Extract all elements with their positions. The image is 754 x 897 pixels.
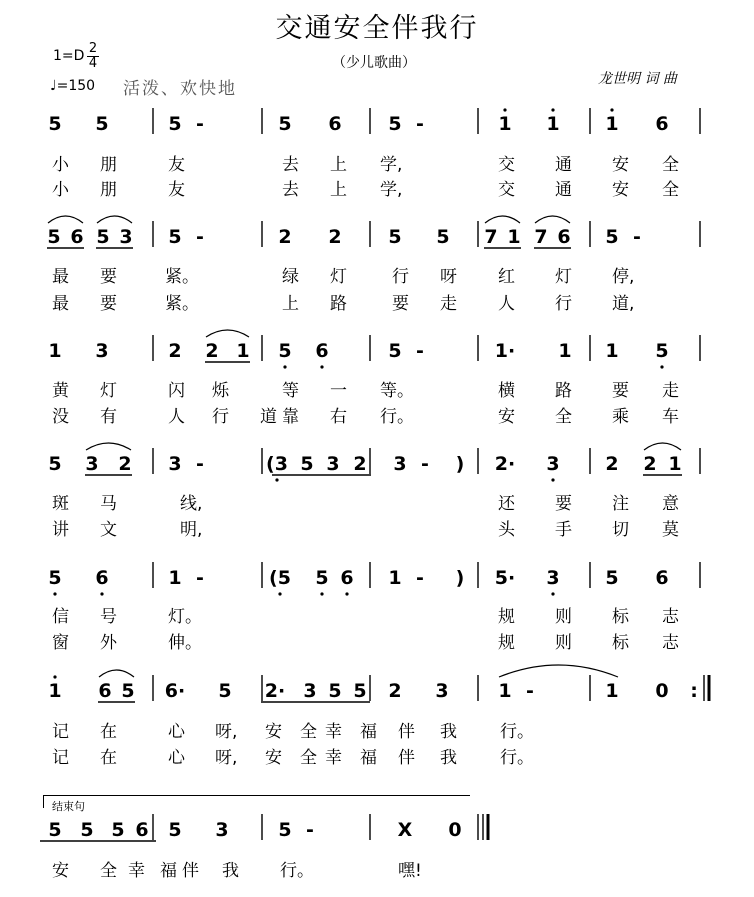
high-dot <box>610 108 613 111</box>
lyric-word: 斑 <box>52 494 69 514</box>
song-subtitle: （少儿歌曲） <box>332 55 416 71</box>
lyric-line <box>0 489 754 514</box>
note: 3 <box>119 226 133 248</box>
note: X <box>397 819 413 841</box>
note: 5 <box>95 113 109 135</box>
note: 1 <box>558 340 572 362</box>
lyric-line <box>0 402 754 427</box>
lyric-word: 我 <box>440 722 457 742</box>
lyric-word: 靠 <box>282 407 299 427</box>
note: 6 <box>70 226 84 248</box>
low-dot <box>345 592 348 595</box>
note: 5 <box>278 819 292 841</box>
note: - <box>196 113 204 135</box>
note: 3 <box>393 453 407 475</box>
note: 2 <box>205 340 219 362</box>
lyric-word: 心 <box>168 748 185 768</box>
score-row <box>47 216 700 248</box>
lyric-word: 头 <box>498 520 515 540</box>
note: 5 <box>168 819 182 841</box>
lyric-word: 乘 <box>612 407 629 427</box>
lyric-word: 车 <box>662 407 679 427</box>
note: 5 <box>278 113 292 135</box>
note: 2 <box>168 340 182 362</box>
lyric-word: 外 <box>100 633 117 653</box>
ending-label: 结束句 <box>52 800 85 813</box>
lyric-word: 注 <box>612 494 629 514</box>
lyric-line <box>0 289 754 314</box>
lyric-word: 行。 <box>500 722 534 742</box>
lyric-word: 规 <box>498 607 515 627</box>
note: - <box>306 819 314 841</box>
note: 6 <box>655 567 669 589</box>
note: 5 <box>48 113 62 135</box>
note: 1 <box>48 680 62 702</box>
note: (5 <box>269 567 291 589</box>
note: 5 <box>278 340 292 362</box>
lyric-word: 幸 <box>128 861 145 881</box>
note: 6 <box>557 226 571 248</box>
lyric-word: 安 <box>52 861 69 881</box>
lyric-word: 幸 <box>325 748 342 768</box>
lyric-word: 全 <box>555 407 572 427</box>
lyric-word: 莫 <box>662 520 679 540</box>
lyric-line <box>0 743 754 768</box>
lyric-word: 则 <box>555 633 572 653</box>
lyric-line <box>0 150 754 175</box>
lyric-word: 标 <box>612 607 629 627</box>
note: 1 <box>236 340 250 362</box>
lyric-word: 福 <box>160 861 177 881</box>
note: 3 <box>95 340 109 362</box>
lyric-word: 有 <box>100 407 117 427</box>
lyric-word: 行。 <box>500 748 534 768</box>
note: 1 <box>388 567 402 589</box>
slur <box>206 330 249 337</box>
low-dot <box>278 592 281 595</box>
tempo-marking: ♩=150 <box>50 78 96 94</box>
note: 1· <box>494 340 516 362</box>
note: 7 <box>484 226 498 248</box>
note: 2 <box>605 453 619 475</box>
lyric-word: 通 <box>555 155 572 175</box>
lyric-word: 则 <box>555 607 572 627</box>
low-dot <box>275 478 278 481</box>
note: 6 <box>98 680 112 702</box>
lyric-word: 小 <box>52 180 69 200</box>
lyric-word: 紧。 <box>165 267 199 287</box>
lyric-word: 信 <box>52 607 69 627</box>
lyric-word: 绿 <box>282 267 299 287</box>
lyric-word: 最 <box>52 294 69 314</box>
note: 5 <box>80 819 94 841</box>
lyric-word: 行 <box>212 407 229 427</box>
note: 5 <box>605 567 619 589</box>
note: 1 <box>605 113 619 135</box>
note: 2· <box>264 680 286 702</box>
lyric-word: 上 <box>330 180 347 200</box>
slur <box>499 665 618 677</box>
lyric-word: 全 <box>100 861 117 881</box>
note: - <box>196 567 204 589</box>
score-row <box>48 108 700 135</box>
lyric-line <box>0 515 754 540</box>
lyric-line <box>0 856 754 881</box>
lyric-line <box>0 175 754 200</box>
lyric-word: 明, <box>180 520 203 540</box>
lyric-word: 最 <box>52 267 69 287</box>
slur <box>644 443 681 450</box>
lyric-word: 交 <box>498 155 515 175</box>
score-row <box>48 330 700 369</box>
note: 6· <box>164 680 186 702</box>
note: 5 <box>111 819 125 841</box>
lyric-word: 灯 <box>555 267 572 287</box>
low-dot <box>660 365 663 368</box>
lyric-word: 路 <box>330 294 347 314</box>
note: 5 <box>655 340 669 362</box>
note: (3 <box>266 453 288 475</box>
note: 3 <box>85 453 99 475</box>
note: 6 <box>328 113 342 135</box>
lyric-word: 灯。 <box>168 607 202 627</box>
lyric-word: 福 <box>360 722 377 742</box>
lyric-word: 停, <box>612 267 635 287</box>
low-dot <box>53 592 56 595</box>
lyric-word: 行 <box>392 267 409 287</box>
note: 5 <box>328 680 342 702</box>
lyric-word: 安 <box>612 180 629 200</box>
lyric-word: 去 <box>282 155 299 175</box>
note: - <box>633 226 641 248</box>
note: 1 <box>668 453 682 475</box>
lyric-word: 行。 <box>380 407 414 427</box>
lyric-word: 伴 <box>398 722 415 742</box>
lyric-word: 走 <box>440 294 457 314</box>
note: 5 <box>353 680 367 702</box>
lyric-word: 走 <box>662 381 679 401</box>
note: 6 <box>315 340 329 362</box>
note: 5 <box>315 567 329 589</box>
note: 2 <box>278 226 292 248</box>
high-dot <box>503 108 506 111</box>
lyric-word: 烁 <box>212 381 229 401</box>
lyric-word: 人 <box>168 407 185 427</box>
note: - <box>421 453 429 475</box>
lyric-word: 上 <box>330 155 347 175</box>
note: 1 <box>546 113 560 135</box>
key-signature: 1=D <box>53 48 85 64</box>
lyric-word: 要 <box>555 494 572 514</box>
lyric-word: 号 <box>100 607 117 627</box>
note: 5 <box>388 226 402 248</box>
lyric-word: 行。 <box>280 861 314 881</box>
time-bottom: 4 <box>88 56 98 71</box>
lyric-word: 要 <box>100 267 117 287</box>
lyric-word: 朋 <box>100 155 117 175</box>
lyric-word: 全 <box>662 180 679 200</box>
lyric-word: 意 <box>662 494 679 514</box>
note: 3 <box>546 567 560 589</box>
slur <box>99 670 134 677</box>
lyric-word: 全 <box>662 155 679 175</box>
note: 6 <box>340 567 354 589</box>
slur <box>535 216 570 223</box>
low-dot <box>283 365 286 368</box>
lyric-word: 友 <box>168 180 185 200</box>
lyric-word: 安 <box>265 722 282 742</box>
note: 5 <box>388 340 402 362</box>
lyric-line <box>0 628 754 653</box>
note: 6 <box>95 567 109 589</box>
lyric-word: 横 <box>498 381 515 401</box>
note: 1 <box>498 680 512 702</box>
lyric-word: 学, <box>380 155 403 175</box>
low-dot <box>320 365 323 368</box>
lyric-word: 线, <box>180 494 203 514</box>
note: 2 <box>353 453 367 475</box>
lyric-word: 等。 <box>380 381 414 401</box>
note: 5 <box>168 226 182 248</box>
lyric-line <box>0 602 754 627</box>
score-row <box>48 562 700 596</box>
note: 6 <box>655 113 669 135</box>
note: 5 <box>48 453 62 475</box>
note: 5 <box>605 226 619 248</box>
lyric-word: 安 <box>265 748 282 768</box>
lyric-word: 友 <box>168 155 185 175</box>
lyric-word: 在 <box>100 722 117 742</box>
note: 7 <box>534 226 548 248</box>
lyric-word: 安 <box>612 155 629 175</box>
lyric-line <box>0 376 754 401</box>
lyric-word: 嘿! <box>398 861 422 881</box>
lyric-line <box>0 262 754 287</box>
lyric-word: 马 <box>100 494 117 514</box>
lyric-word: 一 <box>330 381 347 401</box>
note: - <box>196 226 204 248</box>
note: 1 <box>498 113 512 135</box>
lyric-word: 我 <box>440 748 457 768</box>
expression-marking: 活泼、欢快地 <box>123 79 237 99</box>
lyric-word: 灯 <box>330 267 347 287</box>
note: 5 <box>436 226 450 248</box>
lyric-word: 在 <box>100 748 117 768</box>
lyric-word: 安 <box>498 407 515 427</box>
lyric-word: 手 <box>555 520 572 540</box>
lyric-word: 要 <box>100 294 117 314</box>
note: 3 <box>303 680 317 702</box>
note: 1 <box>168 567 182 589</box>
note: 6 <box>135 819 149 841</box>
note: 2 <box>118 453 132 475</box>
lyric-word: 伸。 <box>168 633 202 653</box>
lyric-word: 窗 <box>52 633 69 653</box>
lyric-word: 讲 <box>52 520 69 540</box>
note: 2 <box>643 453 657 475</box>
note: 2· <box>494 453 516 475</box>
note: 5 <box>47 226 61 248</box>
score-row <box>48 443 700 482</box>
lyric-word: 通 <box>555 180 572 200</box>
score-row <box>40 814 488 841</box>
lyric-word: 小 <box>52 155 69 175</box>
low-dot <box>551 592 554 595</box>
lyric-word: 没 <box>52 407 69 427</box>
lyric-word: 我 <box>222 861 239 881</box>
low-dot <box>100 592 103 595</box>
lyric-word: 全 <box>300 748 317 768</box>
lyric-word: 去 <box>282 180 299 200</box>
slur <box>86 443 131 450</box>
note: 5 <box>388 113 402 135</box>
lyric-word: 标 <box>612 633 629 653</box>
note: : <box>690 680 698 702</box>
lyric-word: 人 <box>498 294 515 314</box>
lyric-word: 灯 <box>100 381 117 401</box>
lyric-word: 要 <box>392 294 409 314</box>
note: - <box>416 567 424 589</box>
lyric-word: 路 <box>555 381 572 401</box>
song-title: 交通安全伴我行 <box>275 13 479 44</box>
lyric-word: 要 <box>612 381 629 401</box>
lyric-word: 红 <box>498 267 515 287</box>
lyric-word: 伴 <box>182 861 199 881</box>
lyric-word: 志 <box>662 607 679 627</box>
lyric-word: 等 <box>282 381 299 401</box>
note: 3 <box>546 453 560 475</box>
lyric-word: 福 <box>360 748 377 768</box>
note: 5 <box>96 226 110 248</box>
lyric-word: 上 <box>282 294 299 314</box>
lyric-word: 学, <box>380 180 403 200</box>
lyric-word: 还 <box>498 494 515 514</box>
lyric-word: 记 <box>52 722 69 742</box>
slur <box>485 216 520 223</box>
lyric-word: 切 <box>612 520 629 540</box>
high-dot <box>53 675 56 678</box>
time-top: 2 <box>88 41 98 56</box>
note: 2 <box>388 680 402 702</box>
note: 3 <box>168 453 182 475</box>
lyric-word: 右 <box>330 407 347 427</box>
song-author: 龙世明 词 曲 <box>598 71 677 87</box>
lyric-word: 朋 <box>100 180 117 200</box>
lyric-word: 全 <box>300 722 317 742</box>
lyric-word: 志 <box>662 633 679 653</box>
note: - <box>416 340 424 362</box>
note: 1 <box>605 680 619 702</box>
lyric-word: 紧。 <box>165 294 199 314</box>
lyric-word: 道, <box>612 294 635 314</box>
lyric-word: 呀, <box>215 748 238 768</box>
note: 1 <box>48 340 62 362</box>
note: 1 <box>605 340 619 362</box>
note: 5 <box>48 819 62 841</box>
lyric-word: 幸 <box>325 722 342 742</box>
note: 3 <box>215 819 229 841</box>
slur <box>48 216 83 223</box>
note: 0 <box>655 680 669 702</box>
note: 5 <box>48 567 62 589</box>
note: 5· <box>494 567 516 589</box>
lyric-word: 黄 <box>52 381 69 401</box>
lyric-word: 道 <box>260 407 277 427</box>
high-dot <box>551 108 554 111</box>
lyric-word: 伴 <box>398 748 415 768</box>
lyric-word: 规 <box>498 633 515 653</box>
lyric-word: 交 <box>498 180 515 200</box>
note: ) <box>455 567 465 589</box>
low-dot <box>320 592 323 595</box>
low-dot <box>551 478 554 481</box>
note: ) <box>455 453 465 475</box>
note: - <box>416 113 424 135</box>
lyric-word: 行 <box>555 294 572 314</box>
note: 1 <box>507 226 521 248</box>
note: 3 <box>326 453 340 475</box>
lyric-word: 心 <box>168 722 185 742</box>
lyric-word: 呀, <box>215 722 238 742</box>
note: - <box>526 680 534 702</box>
note: 5 <box>168 113 182 135</box>
note: 0 <box>448 819 462 841</box>
lyric-word: 文 <box>100 520 117 540</box>
lyric-line <box>0 717 754 742</box>
note: - <box>196 453 204 475</box>
slur <box>97 216 132 223</box>
score-row <box>48 665 709 702</box>
lyric-word: 呀 <box>440 267 457 287</box>
note: 2 <box>328 226 342 248</box>
note: 5 <box>218 680 232 702</box>
note: 5 <box>300 453 314 475</box>
lyric-word: 记 <box>52 748 69 768</box>
note: 3 <box>435 680 449 702</box>
lyric-word: 闪 <box>168 381 185 401</box>
note: 5 <box>121 680 135 702</box>
